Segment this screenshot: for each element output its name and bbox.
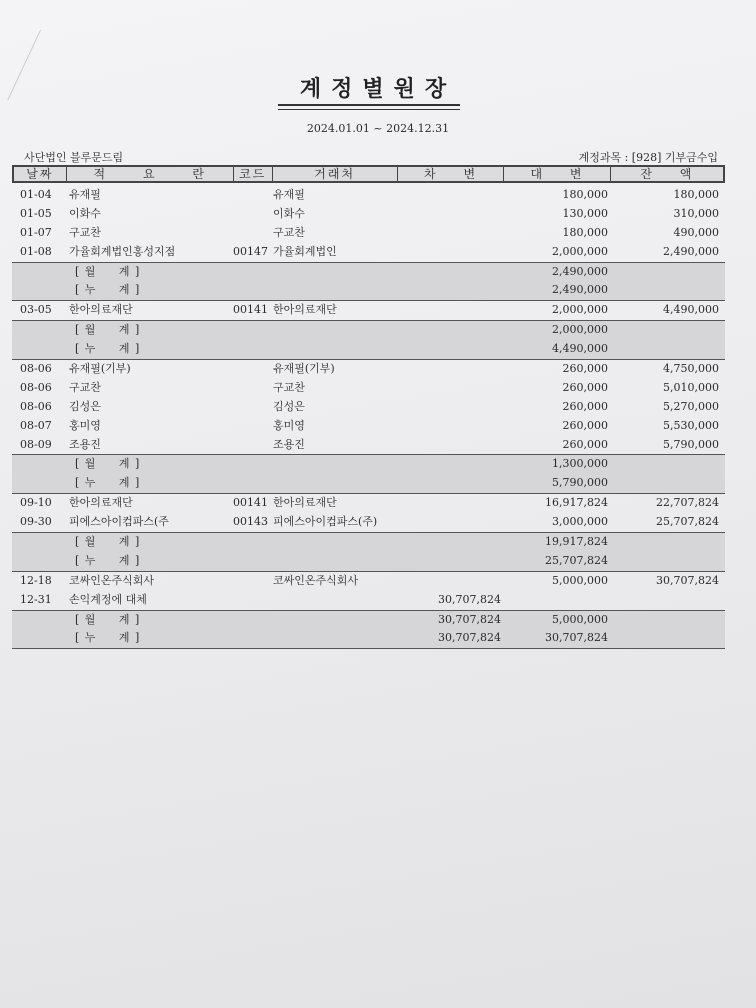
table-row bbox=[12, 379, 725, 398]
cell-credit: 2,000,000 bbox=[552, 244, 608, 258]
cell-balance: 4,490,000 bbox=[663, 303, 719, 317]
cell-credit: 3,000,000 bbox=[552, 515, 608, 529]
cell-credit: 5,790,000 bbox=[552, 476, 608, 490]
table-row bbox=[12, 513, 725, 532]
table-end-line bbox=[12, 648, 725, 649]
cell-code bbox=[233, 263, 272, 282]
cell-debit bbox=[398, 360, 505, 379]
cell-party bbox=[272, 533, 398, 552]
cell-credit: 25,707,824 bbox=[545, 553, 608, 567]
cell-party: 가율회계법인 bbox=[273, 244, 337, 258]
cell-date: 08-06 bbox=[20, 399, 52, 413]
cell-code: 00141 bbox=[233, 496, 268, 510]
cell-party bbox=[272, 611, 398, 630]
cell-description: 유재필 bbox=[69, 188, 101, 201]
cell-balance: 30,707,824 bbox=[656, 573, 719, 587]
cell-date: 08-07 bbox=[20, 418, 52, 432]
cell-description: [ 월 계 ] bbox=[75, 264, 141, 278]
cell-description: 구교찬 bbox=[69, 225, 101, 239]
table-row bbox=[12, 571, 725, 591]
cell-description: 코싸인온주식회사 bbox=[69, 573, 155, 587]
cell-code bbox=[233, 205, 272, 224]
cell-date bbox=[12, 533, 65, 552]
cell-code bbox=[233, 591, 272, 610]
cell-debit bbox=[398, 243, 505, 262]
cell-date bbox=[12, 263, 65, 282]
cell-debit bbox=[398, 224, 505, 243]
cell-party: 조용진 bbox=[273, 437, 305, 451]
cell-debit bbox=[398, 398, 505, 417]
monthly-total-row bbox=[12, 610, 725, 630]
cell-date: 08-06 bbox=[20, 362, 52, 376]
cell-balance: 4,750,000 bbox=[663, 362, 719, 376]
cell-description: [ 월 계 ] bbox=[75, 323, 141, 337]
cell-party: 유재필(기부) bbox=[273, 362, 335, 376]
cell-date bbox=[12, 629, 65, 648]
cell-credit: 5,000,000 bbox=[552, 573, 608, 587]
cell-date: 08-09 bbox=[20, 437, 52, 451]
cell-credit: 180,000 bbox=[562, 188, 608, 201]
cell-party bbox=[272, 321, 398, 340]
cell-code bbox=[233, 398, 272, 417]
cell-balance: 310,000 bbox=[673, 206, 719, 220]
cell-date: 09-30 bbox=[20, 515, 52, 529]
cell-credit: 1,300,000 bbox=[552, 457, 608, 471]
cell-code bbox=[233, 611, 272, 630]
cell-date: 01-07 bbox=[20, 225, 52, 239]
cell-party bbox=[272, 474, 398, 493]
cell-party: 한아의료재단 bbox=[273, 303, 337, 317]
cell-description: 김성은 bbox=[69, 399, 101, 413]
table-row bbox=[12, 417, 725, 436]
cell-balance: 5,790,000 bbox=[663, 437, 719, 451]
cell-balance bbox=[612, 611, 725, 630]
header-code: 코드 bbox=[234, 167, 273, 181]
cell-balance: 22,707,824 bbox=[656, 496, 719, 510]
header-balance: 잔 액 bbox=[640, 167, 694, 181]
cell-code bbox=[233, 552, 272, 571]
cell-party: 코싸인온주식회사 bbox=[273, 573, 359, 587]
cumulative-total-row bbox=[12, 552, 725, 571]
cell-description: 피에스아이컴파스(주 bbox=[69, 515, 169, 529]
cell-party bbox=[272, 263, 398, 282]
cell-code bbox=[233, 360, 272, 379]
cell-description: [ 누 계 ] bbox=[75, 476, 141, 490]
cell-credit: 260,000 bbox=[562, 380, 608, 394]
cell-credit: 30,707,824 bbox=[545, 631, 608, 645]
table-row bbox=[12, 398, 725, 417]
table-row bbox=[12, 300, 725, 320]
cell-debit bbox=[398, 301, 505, 320]
cell-party bbox=[272, 591, 398, 610]
cell-debit bbox=[398, 474, 505, 493]
cell-balance bbox=[612, 591, 725, 610]
cell-balance bbox=[612, 340, 725, 359]
cell-date bbox=[12, 321, 65, 340]
cell-party: 구교찬 bbox=[273, 380, 305, 394]
cell-credit: 4,490,000 bbox=[552, 342, 608, 356]
cell-date bbox=[12, 340, 65, 359]
cell-debit bbox=[398, 417, 505, 436]
cell-balance bbox=[612, 281, 725, 300]
header-date: 날짜 bbox=[14, 167, 67, 181]
cell-party: 홍미영 bbox=[273, 418, 305, 432]
cell-date: 01-08 bbox=[20, 244, 52, 258]
cell-credit: 16,917,824 bbox=[545, 496, 608, 510]
table-row bbox=[12, 205, 725, 224]
monthly-total-row bbox=[12, 532, 725, 552]
cell-description: 조용진 bbox=[69, 437, 101, 451]
cell-code: 00141 bbox=[233, 303, 268, 317]
cell-date bbox=[12, 455, 65, 474]
cell-code bbox=[233, 572, 272, 591]
cell-party bbox=[272, 552, 398, 571]
cell-debit bbox=[398, 281, 505, 300]
cell-debit bbox=[398, 186, 505, 205]
cell-code bbox=[233, 474, 272, 493]
cell-code bbox=[233, 224, 272, 243]
cell-date bbox=[12, 552, 65, 571]
cell-code bbox=[233, 629, 272, 648]
cell-code: 00143 bbox=[233, 515, 268, 529]
cell-balance bbox=[612, 552, 725, 571]
cell-description: 가율회계법인홍성지점 bbox=[69, 244, 176, 258]
cell-credit: 260,000 bbox=[562, 362, 608, 376]
cell-balance: 2,490,000 bbox=[663, 244, 719, 258]
cell-party bbox=[272, 281, 398, 300]
account-subject: 계정과목 : [928] 기부금수입 bbox=[578, 151, 718, 164]
cell-party bbox=[272, 340, 398, 359]
cell-credit: 260,000 bbox=[562, 437, 608, 451]
table-row bbox=[12, 591, 725, 610]
cell-debit bbox=[398, 513, 505, 532]
cell-description: [ 월 계 ] bbox=[75, 535, 141, 549]
cell-code bbox=[233, 281, 272, 300]
cell-date: 01-04 bbox=[20, 188, 52, 201]
cell-balance bbox=[612, 455, 725, 474]
cell-code bbox=[233, 186, 272, 205]
cell-description: 홍미영 bbox=[69, 418, 101, 432]
cell-code bbox=[233, 379, 272, 398]
cell-debit: 30,707,824 bbox=[438, 612, 501, 626]
cell-code bbox=[233, 533, 272, 552]
cell-code: 00147 bbox=[233, 244, 268, 258]
cell-description: 한아의료재단 bbox=[69, 303, 133, 317]
cell-description: [ 누 계 ] bbox=[75, 553, 141, 567]
cell-description: [ 누 계 ] bbox=[75, 631, 141, 645]
cell-balance: 5,270,000 bbox=[663, 399, 719, 413]
cell-description: [ 누 계 ] bbox=[75, 283, 141, 297]
cell-debit bbox=[398, 455, 505, 474]
cell-debit bbox=[398, 494, 505, 513]
table-row bbox=[12, 243, 725, 262]
title-underline bbox=[278, 104, 460, 110]
cell-date: 03-05 bbox=[20, 303, 52, 317]
cell-credit bbox=[505, 591, 612, 610]
cell-code bbox=[233, 436, 272, 455]
cell-credit: 5,000,000 bbox=[552, 612, 608, 626]
cell-party: 한아의료재단 bbox=[273, 496, 337, 510]
cell-debit bbox=[398, 572, 505, 591]
header-party: 거래처 bbox=[273, 167, 398, 181]
cell-credit: 130,000 bbox=[562, 206, 608, 220]
cell-description: 구교찬 bbox=[69, 380, 101, 394]
company-name: 사단법인 블루문드림 bbox=[24, 151, 124, 164]
cell-balance bbox=[612, 533, 725, 552]
cell-debit bbox=[398, 533, 505, 552]
cell-date: 01-05 bbox=[20, 206, 52, 220]
cell-debit bbox=[398, 263, 505, 282]
report-period: 2024.01.01 ~ 2024.12.31 bbox=[306, 122, 450, 135]
cell-description: [ 월 계 ] bbox=[75, 457, 141, 471]
cell-party bbox=[272, 455, 398, 474]
cell-description: [ 월 계 ] bbox=[75, 612, 141, 626]
table-row bbox=[12, 436, 725, 455]
table-row bbox=[12, 359, 725, 379]
cell-debit: 30,707,824 bbox=[438, 631, 501, 645]
monthly-total-row bbox=[12, 262, 725, 282]
cumulative-total-row bbox=[12, 340, 725, 359]
cell-code bbox=[233, 321, 272, 340]
cell-date: 09-10 bbox=[20, 496, 52, 510]
cell-balance: 25,707,824 bbox=[656, 515, 719, 529]
cell-credit: 2,490,000 bbox=[552, 264, 608, 278]
cell-code bbox=[233, 340, 272, 359]
cell-date bbox=[12, 281, 65, 300]
cell-description: 유재필(기부) bbox=[69, 362, 131, 376]
cell-balance: 5,010,000 bbox=[663, 380, 719, 394]
cell-description: 이화수 bbox=[69, 206, 101, 220]
cell-debit bbox=[398, 379, 505, 398]
cell-debit: 30,707,824 bbox=[438, 592, 501, 606]
cumulative-total-row bbox=[12, 629, 725, 648]
cumulative-total-row bbox=[12, 281, 725, 300]
cell-credit: 2,490,000 bbox=[552, 283, 608, 297]
cell-code bbox=[233, 417, 272, 436]
header-debit: 차 변 bbox=[398, 167, 504, 181]
cell-date: 12-31 bbox=[20, 592, 52, 606]
cell-balance: 180,000 bbox=[673, 188, 719, 201]
cell-credit: 180,000 bbox=[562, 225, 608, 239]
cell-balance bbox=[612, 629, 725, 648]
table-row bbox=[12, 493, 725, 513]
cell-debit bbox=[398, 340, 505, 359]
cell-date: 12-18 bbox=[20, 573, 52, 587]
cell-party: 이화수 bbox=[273, 206, 305, 220]
page-title: 계정별원장 bbox=[299, 77, 457, 102]
cell-date: 08-06 bbox=[20, 380, 52, 394]
header-description: 적 요 란 bbox=[67, 167, 234, 181]
cell-credit: 2,000,000 bbox=[552, 303, 608, 317]
ledger-table bbox=[12, 165, 725, 649]
cell-debit bbox=[398, 552, 505, 571]
table-header bbox=[12, 165, 725, 183]
cell-date bbox=[12, 611, 65, 630]
cell-description: [ 누 계 ] bbox=[75, 342, 141, 356]
cell-balance bbox=[612, 321, 725, 340]
cell-credit: 260,000 bbox=[562, 399, 608, 413]
cell-balance bbox=[612, 263, 725, 282]
cell-party: 김성은 bbox=[273, 399, 305, 413]
cell-code bbox=[233, 455, 272, 474]
cell-credit: 2,000,000 bbox=[552, 323, 608, 337]
cell-party: 구교찬 bbox=[273, 225, 305, 239]
cell-party bbox=[272, 629, 398, 648]
cell-description: 한아의료재단 bbox=[69, 496, 133, 510]
cell-balance bbox=[612, 474, 725, 493]
cell-party: 피에스아이컴파스(주) bbox=[273, 515, 378, 529]
table-row bbox=[12, 186, 725, 205]
cumulative-total-row bbox=[12, 474, 725, 493]
cell-debit bbox=[398, 436, 505, 455]
cell-party: 유재필 bbox=[273, 188, 305, 201]
cell-debit bbox=[398, 321, 505, 340]
table-row bbox=[12, 224, 725, 243]
monthly-total-row bbox=[12, 454, 725, 474]
cell-description: 손익계정에 대체 bbox=[69, 592, 147, 606]
cell-balance: 5,530,000 bbox=[663, 418, 719, 432]
header-credit: 대 변 bbox=[504, 167, 610, 181]
monthly-total-row bbox=[12, 320, 725, 340]
cell-balance: 490,000 bbox=[673, 225, 719, 239]
cell-credit: 260,000 bbox=[562, 418, 608, 432]
cell-credit: 19,917,824 bbox=[545, 535, 608, 549]
cell-debit bbox=[398, 205, 505, 224]
cell-date bbox=[12, 474, 65, 493]
